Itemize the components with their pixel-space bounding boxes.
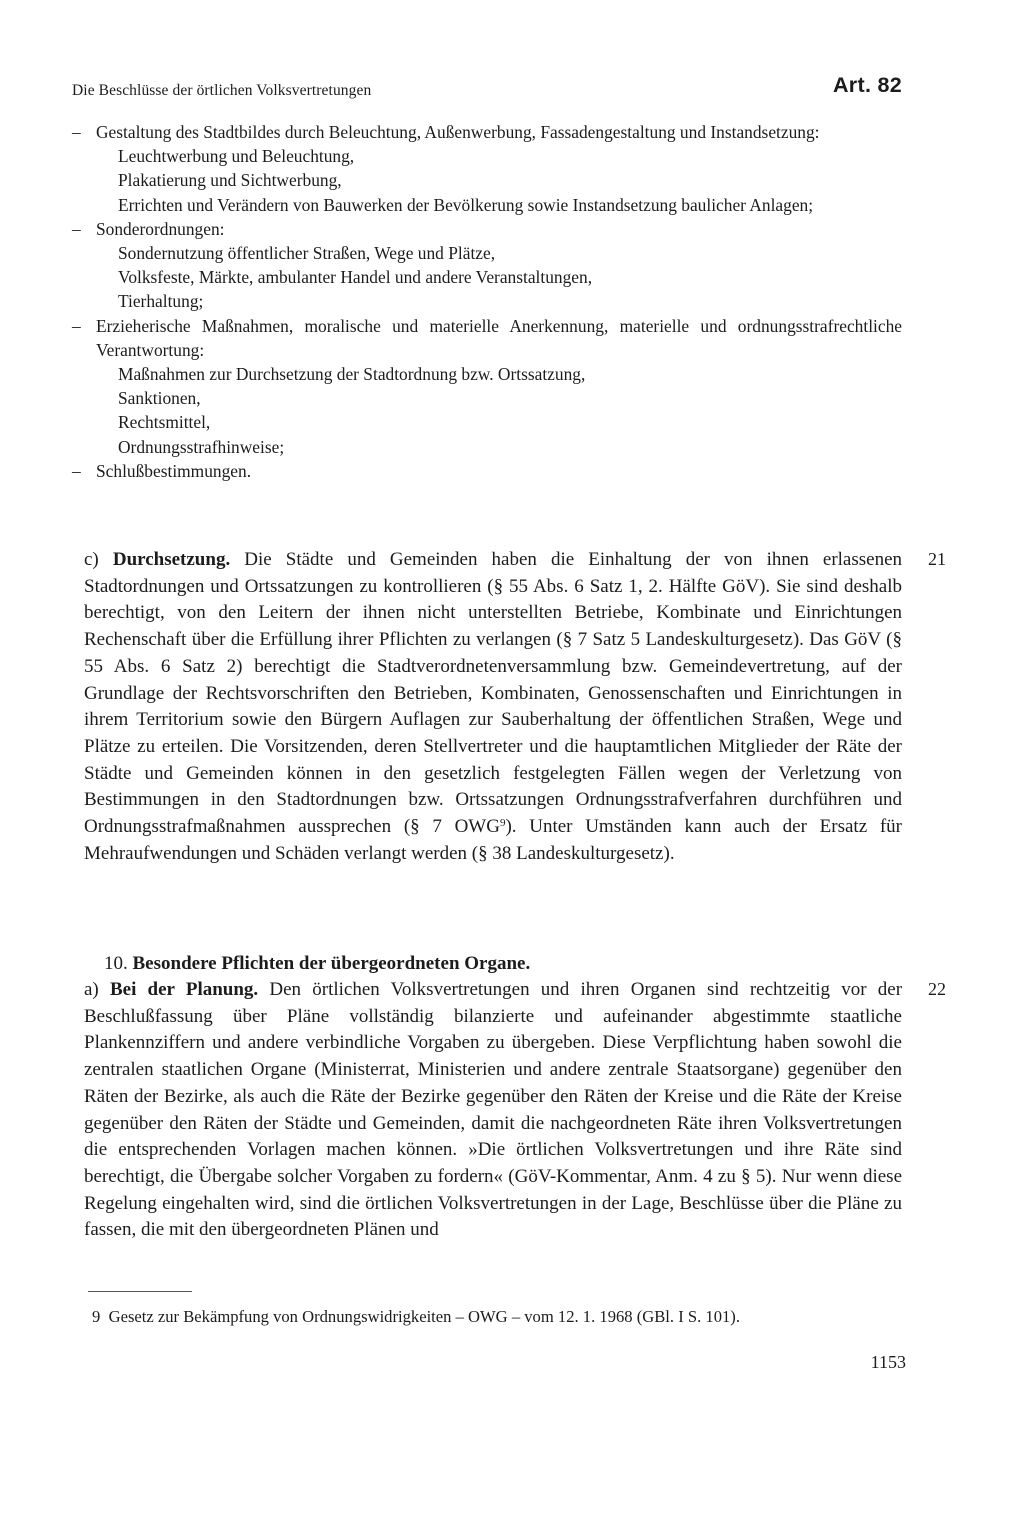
list-item-text: Schlußbestimmungen. — [96, 460, 252, 481]
list-item-text: Gestaltung des Stadtbildes durch Beleuchtung, Außenwerbung, Fassadengestaltung und Instandsetzung: — [96, 122, 820, 142]
list-item-text: Sonderordnungen: — [96, 218, 225, 239]
list-subitem: Sondernutzung öffentlicher Straßen, Wege und Plätze, — [118, 243, 496, 264]
list-item — [72, 314, 902, 362]
paragraph-text: Die Städte und Gemeinden haben die Einhaltung der von ihnen erlassenen Stadtordnungen und Ortssatzungen zu kontrollieren (§ 55 Abs. 6 Satz 1, 2. Hälfte GöV). Sie sind deshalb berechtigt, von den Leitern der ihnen nicht unterstellten Betriebe, Kombinate und Einrichtungen Rechenschaft über die Erfüllung ihrer Pflichten zu verlangen (§ 7 Satz 5 Landeskulturgesetz). Das GöV (§ 55 Abs. 6 Satz 2) berechtigt die Stadtverordnetenversammlung bzw. Gemeindevertretung, auf der Grundlage der Rechtsvorschriften den Betrieben, Kombinaten, Genossenschaften und Einrichtungen in ihrem Territorium sowie den Bürgern Auflagen zur Sauberhaltung der öffentlichen Straßen, Wege und Plätze zu erteilen. Die Vorsitzenden, deren Stellvertreter und die hauptamtlichen Mitglieder der Räte der Städte und Gemeinden können in den gesetzlich festgelegten Fällen wegen der Verletzung von Bestimmungen in den Stadtordnungen bzw. Ortssatzungen Ordnungsstrafverfahren durchführen und Ordnungsstrafmaßnahmen aussprechen (§ 7 OWG — [84, 549, 903, 838]
list-dash: – — [72, 218, 81, 239]
running-title: Die Beschlüsse der örtlichen Volksvertretungen — [72, 82, 372, 99]
paragraph-heading: Durchsetzung. — [112, 549, 231, 570]
section-title: Besondere Pflichten der übergeordneten Organe. — [132, 953, 531, 974]
running-head — [72, 73, 902, 110]
footnote-reference: 9 — [499, 817, 506, 830]
article-label: Art. 82 — [832, 73, 902, 97]
list-subitem: Errichten und Verändern von Bauwerken der Bevölkerung sowie Instandsetzung baulicher Anlagen; — [118, 194, 814, 215]
paragraph-heading: Bei der Planung. — [109, 979, 259, 1000]
list-subitem: Tierhaltung; — [118, 291, 204, 312]
list-subitem: Volksfeste, Märkte, ambulanter Handel und andere Veranstaltungen, — [118, 267, 593, 288]
margin-number-21: 21 — [928, 549, 946, 569]
ordinance-structure-list — [72, 120, 902, 483]
list-dash: – — [72, 315, 81, 336]
list-item — [72, 217, 902, 241]
footnote-number: 9 — [92, 1307, 101, 1326]
list-item — [72, 459, 902, 483]
footnote-text: Gesetz zur Bekämpfung von Ordnungswidrigkeiten – OWG – vom 12. 1. 1968 (GBl. I S. 101). — [108, 1307, 740, 1326]
list-subitem: Rechtsmittel, — [118, 412, 211, 433]
paragraph-text: ). Unter Umständen kann auch der Ersatz für Mehraufwendungen und Schäden verlangt werden (§ 38 Landeskulturgesetz). — [84, 816, 902, 864]
list-subitem: Sanktionen, — [118, 388, 201, 409]
section-number: 10. — [104, 953, 128, 974]
margin-number-22: 22 — [928, 979, 946, 999]
footnote-divider — [88, 1291, 192, 1292]
paragraph-durchsetzung — [84, 547, 902, 867]
section-heading — [104, 951, 530, 977]
paragraph-text: Den örtlichen Volksvertretungen und ihren Organen sind rechtzeitig vor der Beschlußfassung über Pläne vollständig bilanzierte und aufeinander abgestimmte staatliche Plankennziffern und andere verbindliche Vorgaben zu übergeben. Diese Verpflichtung haben sowohl die zentralen staatlichen Organe (Ministerrat, Ministerien und andere zentrale Staatsorgane) gegenüber den Räten der Bezirke, als auch die Räte der Bezirke gegenüber den Räten der Kreise und die Räte der Kreise gegenüber den Räten der Städte und Gemeinden, damit die nachgeordneten Räte ihren Volksvertretungen die entsprechenden Vorlagen machen können. »Die örtlichen Volksvertretungen und ihre Räte sind berechtigt, die Übergabe solcher Vorgaben zu fordern« (GöV-Kommentar, Anm. 4 zu § 5). Nur wenn diese Regelung eingehalten wird, sind die örtlichen Volksvertretungen in der Lage, Beschlüsse über die Pläne zu fassen, die mit den übergeordneten Plänen und — [84, 979, 903, 1241]
list-dash: – — [72, 122, 81, 142]
list-subitem: Maßnahmen zur Durchsetzung der Stadtordnung bzw. Ortssatzung, — [118, 364, 586, 385]
page-number: 1153 — [870, 1352, 906, 1372]
footnote — [92, 1306, 922, 1328]
list-dash: – — [72, 460, 81, 481]
paragraph-label: c) — [84, 549, 99, 570]
paragraph-label: a) — [84, 979, 99, 1000]
list-subitem: Ordnungsstrafhinweise; — [118, 436, 285, 457]
list-item-text: Erzieherische Maßnahmen, moralische und materielle Anerkennung, materielle und ordnungsstrafrechtliche Verantwortung: — [96, 315, 902, 360]
list-item — [72, 120, 902, 144]
list-subitem: Leuchtwerbung und Beleuchtung, — [118, 146, 355, 167]
paragraph-planung — [84, 977, 902, 1244]
list-subitem: Plakatierung und Sichtwerbung, — [118, 170, 342, 191]
